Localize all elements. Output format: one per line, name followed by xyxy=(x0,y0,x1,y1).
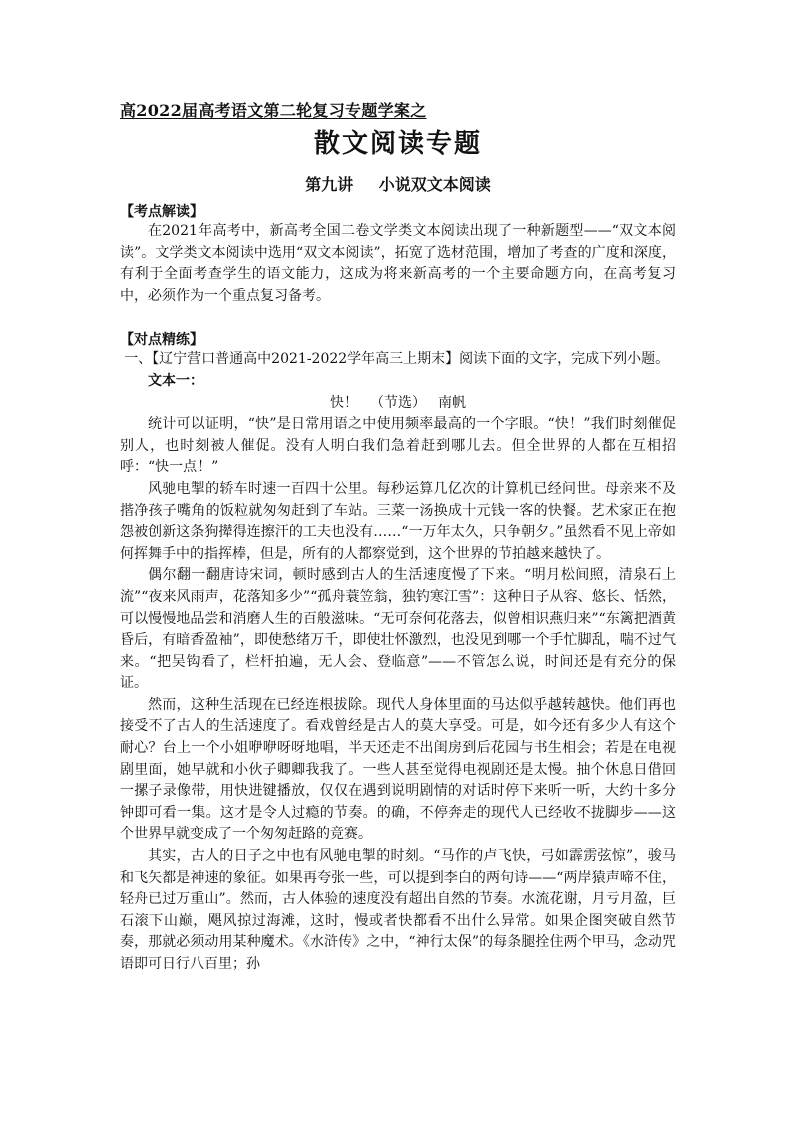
article-paragraph: 统计可以证明，“快”是日常用语之中使用频率最高的一个字眼。“快！”我们时刻催促别人，也时刻被人催促。没有人明白我们急着赶到哪儿去。但全世界的人都在互相招呼：“快一点！” xyxy=(120,416,676,476)
page-content xyxy=(120,98,676,976)
lecture-title: 第九讲 小说双文本阅读 xyxy=(305,175,491,194)
section-heading-exam-points: 【考点解读】 xyxy=(120,204,204,220)
article-title: 快！ xyxy=(330,394,358,411)
article-paragraph: 风驰电掣的轿车时速一百四十公里。每秒运算几亿次的计算机已经问世。母亲来不及揩净孩子嘴角的饭粒就匆匆赶到了车站。三菜一汤换成十元钱一客的快餐。艺术家正在抱怨被创新这条狗撵得连擦汗的工夫也没有……“一万年太久，只争朝夕。”虽然看不见上帝如何挥舞手中的指挥棒，但是，所有的人都察觉到，这个世界的节拍越来越快了。 xyxy=(120,480,676,562)
practice-task: 一、【辽宁营口普通高中2021-2022学年高三上期末】阅读下面的文字，完成下列小题。 xyxy=(124,351,670,368)
series-title: 高2022届高考语文第二轮复习专题学案之 xyxy=(120,101,427,120)
text-one-label: 文本一： xyxy=(148,372,204,389)
section-heading-practice: 【对点精练】 xyxy=(120,332,204,349)
article-note: （节选） xyxy=(370,394,426,411)
exam-points-paragraph: 在2021年高考中，新高考全国二卷文学类文本阅读出现了一种新题型——“双文本阅读”。文学类文本阅读中选用“双文本阅读”，拓宽了选材范围，增加了考查的广度和深度，有利于全面考查学生的语文能力，这成为将来新高考的一个主要命题方向，在高考复习中，必须作为一个重点复习备考。 xyxy=(120,223,676,304)
spacer xyxy=(120,307,676,323)
article-paragraph: 其实，古人的日子之中也有风驰电掣的时刻。“马作的卢飞快，弓如霹雳弦惊”，骏马和飞矢都是神速的象征。如果再夸张一些，可以提到李白的两句诗——“两岸猿声啼不住，轻舟已过万重山”。然而，古人体验的速度没有超出自然的节奏。水流花谢，月亏月盈，巨石滚下山巅，飓风掠过海滩，这时，慢或者快都看不出什么异常。如果企图突破自然节奏，那就必须动用某种魔术。《水浒传》之中，“神行太保”的每条腿拴住两个甲马，念动咒语即可日行八百里；孙 xyxy=(120,848,676,972)
article-author: 南帆 xyxy=(438,394,466,411)
article-heading xyxy=(120,393,676,415)
page-title: 散文阅读专题 xyxy=(313,129,482,159)
article-paragraph: 然而，这种生活现在已经连根拔除。现代人身体里面的马达似乎越转越快。他们再也接受不了古人的生活速度了。看戏曾经是古人的莫大享受。可是，如今还有多少人有这个耐心？台上一个小姐咿咿呀呀地唱，半天还走不出闺房到后花园与书生相会；若是在电视剧里面，她早就和小伙子卿卿我我了。一些人甚至觉得电视剧还是太慢。抽个休息日借回一摞子录像带，用快进键播放，仅仅在遇到说明剧情的对话时停下来听一听，大约十多分钟即可看一集。这才是令人过瘾的节奏。的确，不停奔走的现代人已经收不拢脚步——这个世界早就变成了一个匆匆赶路的竞赛。 xyxy=(120,696,676,843)
article-paragraph: 偶尔翻一翻唐诗宋词，顿时感到古人的生活速度慢了下来。“明月松间照，清泉石上流”“夜来风雨声，花落知多少”“孤舟蓑笠翁，独钓寒江雪”：这种日子从容、悠长、恬然，可以慢慢地品尝和消磨人生的百般滋味。“无可奈何花落去，似曾相识燕归来”“东篱把酒黄昏后，有暗香盈袖”，即使愁绪万千，即使壮怀激烈，也没见到哪一个手忙脚乱，喘不过气来。“把吴钩看了，栏杆拍遍，无人会、登临意”——不管怎么说，时间还是有充分的保证。 xyxy=(120,567,676,692)
